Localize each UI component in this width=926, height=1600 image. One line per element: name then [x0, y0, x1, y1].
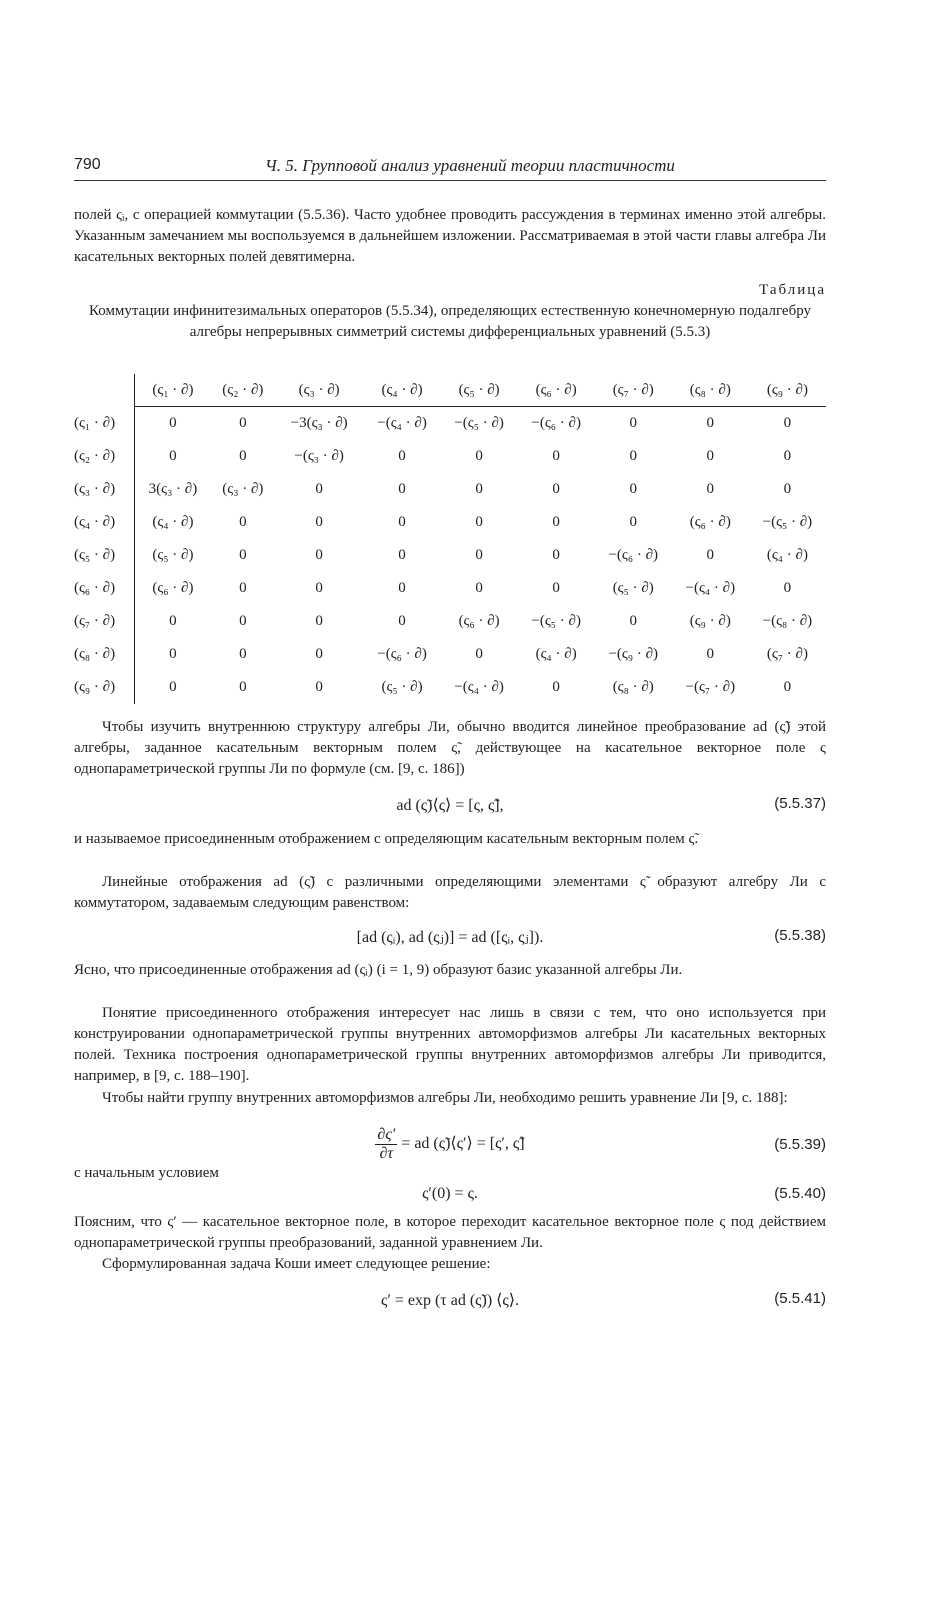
equation-formula: [ad (ςᵢ), ad (ςⱼ)] = ad ([ςᵢ, ςⱼ]).	[356, 929, 544, 946]
table-cell: 0	[169, 613, 177, 629]
running-title: Ч. 5. Групповой анализ уравнений теории пластичности	[265, 156, 675, 175]
table-cell: 0	[239, 415, 247, 431]
table-cell: (ς₅ · ∂)	[612, 580, 654, 596]
table-cell: −(ς₅ · ∂)	[454, 415, 504, 431]
equation-formula-wrap	[74, 1126, 826, 1163]
column-header: (ς₇ · ∂)	[595, 374, 672, 407]
column-header: (ς₃ · ∂)	[275, 374, 364, 407]
table-cell: 0	[706, 481, 715, 497]
table-cell: 0	[239, 679, 247, 695]
table-row	[74, 605, 826, 638]
row-header: (ς₈ · ∂)	[74, 638, 135, 671]
equation-number: (5.5.39)	[774, 1136, 826, 1153]
table-row	[74, 638, 826, 671]
table-cell: 0	[398, 613, 406, 629]
table-cell: −(ς₆ · ∂)	[377, 646, 427, 662]
commutator-table	[74, 374, 826, 704]
table-cell: 0	[398, 448, 406, 464]
table-body	[74, 407, 826, 705]
table-cell: (ς₄ · ∂)	[535, 646, 577, 662]
table-cell: 0	[475, 448, 483, 464]
table-cell: 0	[552, 580, 560, 596]
row-header: (ς₇ · ∂)	[74, 605, 135, 638]
table-cell: −(ς₅ · ∂)	[762, 514, 813, 530]
column-header: (ς₁ · ∂)	[135, 374, 211, 407]
table-cell: 0	[706, 646, 715, 662]
table-cell: 0	[398, 514, 406, 530]
paragraph-basis: Ясно, что присоединенные отображения ad (ςᵢ) (i = 1, 9) образуют базис указанной алгебры Ли.	[74, 962, 683, 978]
table-cell: −(ς₄ · ∂)	[377, 415, 427, 431]
table-cell: (ς₆ · ∂)	[689, 514, 731, 530]
row-header: (ς₅ · ∂)	[74, 539, 135, 572]
table-cell: −(ς₉ · ∂)	[608, 646, 658, 662]
equation-formula: ς′(0) = ς.	[422, 1185, 478, 1202]
table-cell: 0	[239, 514, 247, 530]
page-number: 790	[74, 156, 101, 173]
paragraph-adjoint-intro: Чтобы изучить внутреннюю структуру алгебры Ли, обычно вводится линейное преобразование ad (ς̃) этой алгебры, заданное касательным векторным полем ς̃, действующее на касательное векторное поле ς однопараметрической группы Ли по формуле (см. [9, с. 186])	[74, 719, 826, 777]
table-cell: 0	[706, 415, 715, 431]
table-cell: −(ς₄ · ∂)	[685, 580, 736, 596]
table-cell: 0	[706, 547, 715, 563]
table-cell: 0	[315, 547, 323, 563]
table-row	[74, 440, 826, 473]
table-cell: 3(ς₃ · ∂)	[148, 481, 198, 497]
table-cell: 0	[552, 547, 560, 563]
table-cell: 0	[552, 448, 560, 464]
table-cell: 0	[783, 448, 792, 464]
table-cell: (ς₆ · ∂)	[152, 580, 194, 596]
table-cell: (ς₆ · ∂)	[458, 613, 500, 629]
equation-number: (5.5.40)	[774, 1185, 826, 1202]
row-header: (ς₂ · ∂)	[74, 440, 135, 473]
table-cell: −(ς₆ · ∂)	[531, 415, 581, 431]
column-header: (ς₆ · ∂)	[518, 374, 595, 407]
column-header: (ς₂ · ∂)	[211, 374, 275, 407]
table-cell: 0	[315, 580, 323, 596]
row-header: (ς₆ · ∂)	[74, 572, 135, 605]
fraction-numerator: ∂ς′	[377, 1126, 396, 1143]
table-cell: −(ς₈ · ∂)	[762, 613, 813, 629]
paragraph-adjoint-name: и называемое присоединенным отображением с определяющим касательным векторным полем ς̃.	[74, 831, 699, 847]
table-cell: 0	[315, 613, 323, 629]
table-cell: 0	[169, 448, 177, 464]
table-cell: 0	[475, 481, 483, 497]
running-header	[74, 156, 826, 181]
table-cell: 0	[475, 514, 483, 530]
table-row	[74, 473, 826, 506]
table-row	[74, 572, 826, 605]
equation-formula: ad (ς̃)⟨ς⟩ = [ς, ς̃],	[396, 797, 504, 814]
table-cell: 0	[783, 415, 792, 431]
table-corner	[74, 374, 135, 407]
table-cell: 0	[398, 580, 406, 596]
table-cell: −3(ς₃ · ∂)	[290, 415, 348, 431]
paragraph-lie-equation: Чтобы найти группу внутренних автоморфизмов алгебры Ли, необходимо решить уравнение Ли [9, с. 188]:	[102, 1090, 788, 1106]
table-cell: (ς₇ · ∂)	[766, 646, 808, 662]
table-cell: −(ς₇ · ∂)	[685, 679, 736, 695]
table-row	[74, 506, 826, 539]
table-cell: 0	[169, 679, 177, 695]
row-header: (ς₄ · ∂)	[74, 506, 135, 539]
table-cell: 0	[239, 646, 247, 662]
table-cell: 0	[552, 481, 560, 497]
equation-number: (5.5.38)	[774, 927, 826, 944]
table-cell: 0	[315, 514, 323, 530]
table-header-row	[74, 374, 826, 407]
table-cell: −(ς₃ · ∂)	[294, 448, 344, 464]
table-cell: (ς₈ · ∂)	[612, 679, 654, 695]
table-cell: 0	[315, 679, 323, 695]
table-cell: 0	[398, 481, 406, 497]
table-label: Таблица	[759, 282, 826, 298]
table-cell: 0	[239, 547, 247, 563]
table-cell: 0	[629, 448, 637, 464]
equation-formula: ς′ = exp (τ ad (ς̃)) ⟨ς⟩.	[381, 1292, 519, 1309]
table-cell: −(ς₄ · ∂)	[454, 679, 504, 695]
table-cell: (ς₅ · ∂)	[381, 679, 423, 695]
row-header: (ς₁ · ∂)	[74, 407, 135, 441]
table-cell: 0	[475, 547, 483, 563]
fraction-denominator: ∂τ	[379, 1145, 394, 1162]
paragraph-explanation: Поясним, что ς′ — касательное векторное поле, в которое переходит касательное векторное поле ς под действием однопараметрической группы преобразований, заданной уравнением Ли.	[74, 1214, 826, 1251]
column-header: (ς₉ · ∂)	[749, 374, 826, 407]
equation-5-5-40	[74, 1185, 826, 1209]
table-cell: 0	[239, 448, 247, 464]
table-row	[74, 407, 826, 441]
table-row	[74, 539, 826, 572]
table-cell: 0	[315, 646, 323, 662]
equation-5-5-37	[74, 795, 826, 819]
equation-5-5-38	[74, 927, 826, 951]
table-cell: 0	[169, 646, 177, 662]
table-cell: 0	[239, 613, 247, 629]
table-cell: 0	[398, 547, 406, 563]
table-cell: 0	[475, 580, 483, 596]
column-header: (ς₅ · ∂)	[441, 374, 518, 407]
paragraph-linear-maps: Линейные отображения ad (ς̃) с различными определяющими элементами ς̃ образуют алгебру Ли с коммутатором, задаваемым следующим равенством:	[74, 874, 826, 911]
equation-number: (5.5.37)	[774, 795, 826, 812]
table-cell: (ς₉ · ∂)	[689, 613, 731, 629]
table-cell: 0	[315, 481, 323, 497]
table-cell: 0	[552, 514, 560, 530]
table-cell: 0	[169, 415, 177, 431]
equation-5-5-41	[74, 1290, 826, 1314]
equation-number: (5.5.41)	[774, 1290, 826, 1307]
paragraph-automorphisms: Понятие присоединенного отображения интересует нас лишь в связи с тем, что оно используется при конструировании однопараметрической группы внутренних автоморфизмов алгебры Ли касательных векторных полей. Техника построения однопараметрической группы внутренних автоморфизмов алгебры Ли приводится, например, в [9, с. 188–190].	[74, 1005, 826, 1084]
table-cell: 0	[629, 514, 637, 530]
row-header: (ς₃ · ∂)	[74, 473, 135, 506]
table-cell: 0	[239, 580, 247, 596]
table-cell: (ς₄ · ∂)	[152, 514, 194, 530]
column-header: (ς₄ · ∂)	[364, 374, 441, 407]
table-cell: 0	[783, 481, 792, 497]
column-header: (ς₈ · ∂)	[672, 374, 749, 407]
derivative-fraction	[375, 1126, 397, 1163]
table-cell: 0	[706, 448, 715, 464]
table-cell: (ς₅ · ∂)	[152, 547, 194, 563]
paragraph-intro: полей ςᵢ, с операцией коммутации (5.5.36). Часто удобнее проводить рассуждения в терминах именно этой алгебры. Указанным замечанием мы воспользуемся в дальнейшем изложении. Рассматриваемая в этой части главы алгебра Ли касательных векторных полей девятимерна.	[74, 207, 826, 265]
table-caption: Коммутации инфинитезимальных операторов (5.5.34), определяющих естественную конечномерную подалгебру алгебры непрерывных симметрий системы дифференциальных уравнений (5.5.3)	[88, 303, 812, 340]
table-cell: 0	[475, 646, 483, 662]
table-cell: (ς₄ · ∂)	[766, 547, 808, 563]
table-cell: 0	[629, 481, 637, 497]
table-cell: 0	[552, 679, 560, 695]
table-row	[74, 671, 826, 704]
table-cell: 0	[783, 580, 792, 596]
table-cell: −(ς₆ · ∂)	[608, 547, 658, 563]
paragraph-initial-condition: с начальным условием	[74, 1165, 219, 1181]
paragraph-cauchy: Сформулированная задача Коши имеет следующее решение:	[102, 1256, 491, 1272]
table-cell: 0	[783, 679, 792, 695]
table-cell: (ς₃ · ∂)	[222, 481, 264, 497]
table-cell: 0	[629, 415, 637, 431]
equation-formula: = ad (ς̃)⟨ς′⟩ = [ς′, ς̃]	[401, 1135, 525, 1153]
row-header: (ς₉ · ∂)	[74, 671, 135, 704]
table-cell: −(ς₅ · ∂)	[531, 613, 581, 629]
table-cell: 0	[629, 613, 637, 629]
